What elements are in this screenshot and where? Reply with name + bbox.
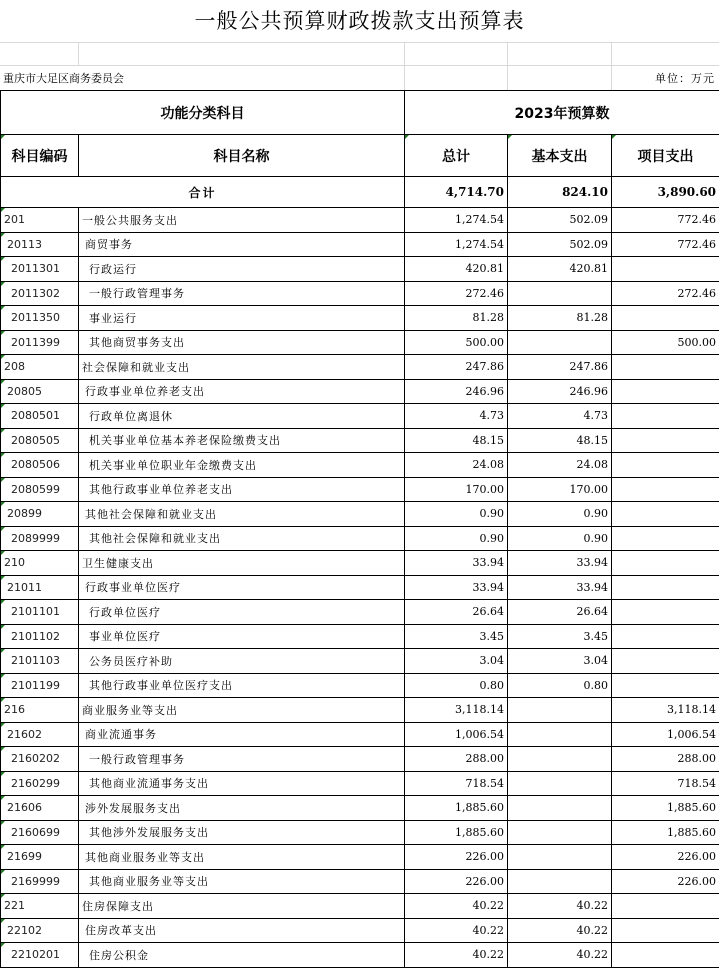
total-cell: 48.15 <box>405 428 508 453</box>
total-cell: 0.90 <box>405 502 508 527</box>
basic-cell: 33.94 <box>508 575 612 600</box>
total-cell: 288.00 <box>405 747 508 772</box>
total-cell: 1,885.60 <box>405 820 508 845</box>
table-row <box>1 232 719 257</box>
project-cell <box>612 502 719 527</box>
code-cell: 2160299 <box>1 771 79 796</box>
project-cell <box>612 404 719 429</box>
code-cell: 2080599 <box>1 477 79 502</box>
name-cell: 商业流通事务 <box>79 722 405 747</box>
total-cell: 1,885.60 <box>405 796 508 821</box>
table-row <box>1 477 719 502</box>
code-cell: 2101199 <box>1 673 79 698</box>
name-cell: 事业运行 <box>79 306 405 331</box>
code-cell: 208 <box>1 355 79 380</box>
basic-cell: 502.09 <box>508 232 612 257</box>
total-label: 合计 <box>1 177 405 208</box>
total-cell: 40.22 <box>405 918 508 943</box>
project-header: 项目支出 <box>612 135 719 177</box>
table-row <box>1 404 719 429</box>
func-class-header: 功能分类科目 <box>1 91 405 135</box>
project-cell: 288.00 <box>612 747 719 772</box>
budget-year-header: 2023年预算数 <box>405 91 719 135</box>
name-cell: 其他涉外发展服务支出 <box>79 820 405 845</box>
name-cell: 其他商贸事务支出 <box>79 330 405 355</box>
meta-row <box>0 64 719 90</box>
name-cell: 其他行政事业单位医疗支出 <box>79 673 405 698</box>
code-cell: 2210201 <box>1 943 79 968</box>
code-cell: 20113 <box>1 232 79 257</box>
total-cell: 40.22 <box>405 894 508 919</box>
project-cell <box>612 355 719 380</box>
code-cell: 210 <box>1 551 79 576</box>
basic-cell: 0.90 <box>508 526 612 551</box>
total-cell: 1,274.54 <box>405 232 508 257</box>
name-cell: 涉外发展服务支出 <box>79 796 405 821</box>
basic-cell: 247.86 <box>508 355 612 380</box>
name-cell: 行政事业单位医疗 <box>79 575 405 600</box>
basic-cell: 0.80 <box>508 673 612 698</box>
total-cell: 4.73 <box>405 404 508 429</box>
project-cell <box>612 551 719 576</box>
project-cell <box>612 306 719 331</box>
code-cell: 21699 <box>1 845 79 870</box>
total-cell: 3,118.14 <box>405 698 508 723</box>
table-row <box>1 502 719 527</box>
name-cell: 一般公共服务支出 <box>79 208 405 233</box>
total-header: 总计 <box>405 135 508 177</box>
code-cell: 2080505 <box>1 428 79 453</box>
unit-label: 单位：万元 <box>655 72 715 85</box>
project-cell <box>612 894 719 919</box>
table-row <box>1 771 719 796</box>
table-row <box>1 918 719 943</box>
project-cell: 1,885.60 <box>612 796 719 821</box>
name-cell: 住房保障支出 <box>79 894 405 919</box>
project-cell: 272.46 <box>612 281 719 306</box>
basic-cell: 24.08 <box>508 453 612 478</box>
basic-cell: 4.73 <box>508 404 612 429</box>
name-cell: 其他商业服务业等支出 <box>79 845 405 870</box>
name-cell: 一般行政管理事务 <box>79 281 405 306</box>
basic-cell: 40.22 <box>508 943 612 968</box>
total-cell: 226.00 <box>405 845 508 870</box>
project-cell <box>612 943 719 968</box>
total-cell: 718.54 <box>405 771 508 796</box>
total-cell: 226.00 <box>405 869 508 894</box>
table-row <box>1 673 719 698</box>
project-cell <box>612 428 719 453</box>
name-cell: 行政单位医疗 <box>79 600 405 625</box>
project-cell: 718.54 <box>612 771 719 796</box>
project-cell <box>612 453 719 478</box>
total-cell: 420.81 <box>405 257 508 282</box>
project-cell: 1,885.60 <box>612 820 719 845</box>
project-cell: 226.00 <box>612 869 719 894</box>
code-cell: 2011350 <box>1 306 79 331</box>
project-cell <box>612 918 719 943</box>
total-cell: 272.46 <box>405 281 508 306</box>
code-cell: 2011302 <box>1 281 79 306</box>
table-row <box>1 894 719 919</box>
project-cell: 226.00 <box>612 845 719 870</box>
spreadsheet-blank-row <box>0 42 719 66</box>
name-cell: 公务员医疗补助 <box>79 649 405 674</box>
basic-cell: 170.00 <box>508 477 612 502</box>
name-cell: 其他商业服务业等支出 <box>79 869 405 894</box>
name-cell: 住房改革支出 <box>79 918 405 943</box>
basic-cell: 33.94 <box>508 551 612 576</box>
code-cell: 2101103 <box>1 649 79 674</box>
total-basic: 824.10 <box>508 177 612 208</box>
total-cell: 3.45 <box>405 624 508 649</box>
basic-cell <box>508 747 612 772</box>
code-cell: 2080501 <box>1 404 79 429</box>
name-cell: 其他社会保障和就业支出 <box>79 526 405 551</box>
table-row <box>1 306 719 331</box>
basic-cell <box>508 869 612 894</box>
table-row <box>1 281 719 306</box>
table-row <box>1 379 719 404</box>
total-row <box>1 177 719 208</box>
table-row <box>1 428 719 453</box>
project-cell: 772.46 <box>612 232 719 257</box>
table-row <box>1 796 719 821</box>
code-cell: 2101102 <box>1 624 79 649</box>
table-row <box>1 208 719 233</box>
table-row <box>1 747 719 772</box>
table-row <box>1 551 719 576</box>
name-cell: 商贸事务 <box>79 232 405 257</box>
basic-cell: 0.90 <box>508 502 612 527</box>
code-cell: 2089999 <box>1 526 79 551</box>
project-cell <box>612 673 719 698</box>
code-cell: 2160202 <box>1 747 79 772</box>
table-row <box>1 722 719 747</box>
basic-cell <box>508 771 612 796</box>
code-cell: 21011 <box>1 575 79 600</box>
code-header: 科目编码 <box>1 135 79 177</box>
table-row <box>1 600 719 625</box>
total-cell: 3.04 <box>405 649 508 674</box>
name-cell: 其他行政事业单位养老支出 <box>79 477 405 502</box>
basic-cell: 3.45 <box>508 624 612 649</box>
basic-cell <box>508 281 612 306</box>
name-cell: 一般行政管理事务 <box>79 747 405 772</box>
name-cell: 事业单位医疗 <box>79 624 405 649</box>
table-row <box>1 869 719 894</box>
name-cell: 社会保障和就业支出 <box>79 355 405 380</box>
project-cell: 3,118.14 <box>612 698 719 723</box>
name-cell: 机关事业单位职业年金缴费支出 <box>79 453 405 478</box>
project-cell <box>612 477 719 502</box>
code-cell: 201 <box>1 208 79 233</box>
total-project: 3,890.60 <box>612 177 719 208</box>
total-cell: 40.22 <box>405 943 508 968</box>
project-cell <box>612 624 719 649</box>
name-cell: 住房公积金 <box>79 943 405 968</box>
code-cell: 20805 <box>1 379 79 404</box>
name-cell: 卫生健康支出 <box>79 551 405 576</box>
total-cell: 170.00 <box>405 477 508 502</box>
name-cell: 行政运行 <box>79 257 405 282</box>
budget-table <box>0 90 719 968</box>
table-row <box>1 526 719 551</box>
project-cell: 1,006.54 <box>612 722 719 747</box>
table-row <box>1 575 719 600</box>
project-cell <box>612 600 719 625</box>
total-cell: 500.00 <box>405 330 508 355</box>
project-cell <box>612 649 719 674</box>
table-row <box>1 943 719 968</box>
project-cell <box>612 379 719 404</box>
page-title: 一般公共预算财政拨款支出预算表 <box>194 9 525 33</box>
total-cell: 0.80 <box>405 673 508 698</box>
project-cell <box>612 526 719 551</box>
code-cell: 20899 <box>1 502 79 527</box>
code-cell: 216 <box>1 698 79 723</box>
total-cell: 33.94 <box>405 575 508 600</box>
basic-header: 基本支出 <box>508 135 612 177</box>
project-cell: 500.00 <box>612 330 719 355</box>
total-cell: 1,274.54 <box>405 208 508 233</box>
name-cell: 行政单位离退休 <box>79 404 405 429</box>
name-cell: 行政事业单位养老支出 <box>79 379 405 404</box>
name-header: 科目名称 <box>79 135 405 177</box>
table-row <box>1 845 719 870</box>
total-cell: 81.28 <box>405 306 508 331</box>
project-cell: 772.46 <box>612 208 719 233</box>
code-cell: 2011399 <box>1 330 79 355</box>
name-cell: 机关事业单位基本养老保险缴费支出 <box>79 428 405 453</box>
code-cell: 21602 <box>1 722 79 747</box>
table-row <box>1 453 719 478</box>
name-cell: 其他社会保障和就业支出 <box>79 502 405 527</box>
table-row <box>1 698 719 723</box>
code-cell: 221 <box>1 894 79 919</box>
basic-cell <box>508 820 612 845</box>
basic-cell <box>508 796 612 821</box>
basic-cell: 420.81 <box>508 257 612 282</box>
total-cell: 26.64 <box>405 600 508 625</box>
code-cell: 2080506 <box>1 453 79 478</box>
table-row <box>1 624 719 649</box>
total-cell: 33.94 <box>405 551 508 576</box>
table-row <box>1 330 719 355</box>
basic-cell: 48.15 <box>508 428 612 453</box>
organization-name: 重庆市大足区商务委员会 <box>3 72 124 85</box>
code-cell: 22102 <box>1 918 79 943</box>
total-cell: 24.08 <box>405 453 508 478</box>
basic-cell: 502.09 <box>508 208 612 233</box>
total-cell: 0.90 <box>405 526 508 551</box>
basic-cell: 3.04 <box>508 649 612 674</box>
basic-cell: 40.22 <box>508 918 612 943</box>
basic-cell: 246.96 <box>508 379 612 404</box>
code-cell: 2169999 <box>1 869 79 894</box>
basic-cell: 26.64 <box>508 600 612 625</box>
code-cell: 21606 <box>1 796 79 821</box>
table-row <box>1 649 719 674</box>
project-cell <box>612 575 719 600</box>
total-total: 4,714.70 <box>405 177 508 208</box>
table-row <box>1 355 719 380</box>
code-cell: 2160699 <box>1 820 79 845</box>
table-row <box>1 820 719 845</box>
basic-cell <box>508 722 612 747</box>
basic-cell <box>508 845 612 870</box>
project-cell <box>612 257 719 282</box>
basic-cell <box>508 698 612 723</box>
code-cell: 2101101 <box>1 600 79 625</box>
total-cell: 246.96 <box>405 379 508 404</box>
name-cell: 商业服务业等支出 <box>79 698 405 723</box>
code-cell: 2011301 <box>1 257 79 282</box>
basic-cell <box>508 330 612 355</box>
basic-cell: 81.28 <box>508 306 612 331</box>
name-cell: 其他商业流通事务支出 <box>79 771 405 796</box>
total-cell: 1,006.54 <box>405 722 508 747</box>
basic-cell: 40.22 <box>508 894 612 919</box>
total-cell: 247.86 <box>405 355 508 380</box>
table-row <box>1 257 719 282</box>
